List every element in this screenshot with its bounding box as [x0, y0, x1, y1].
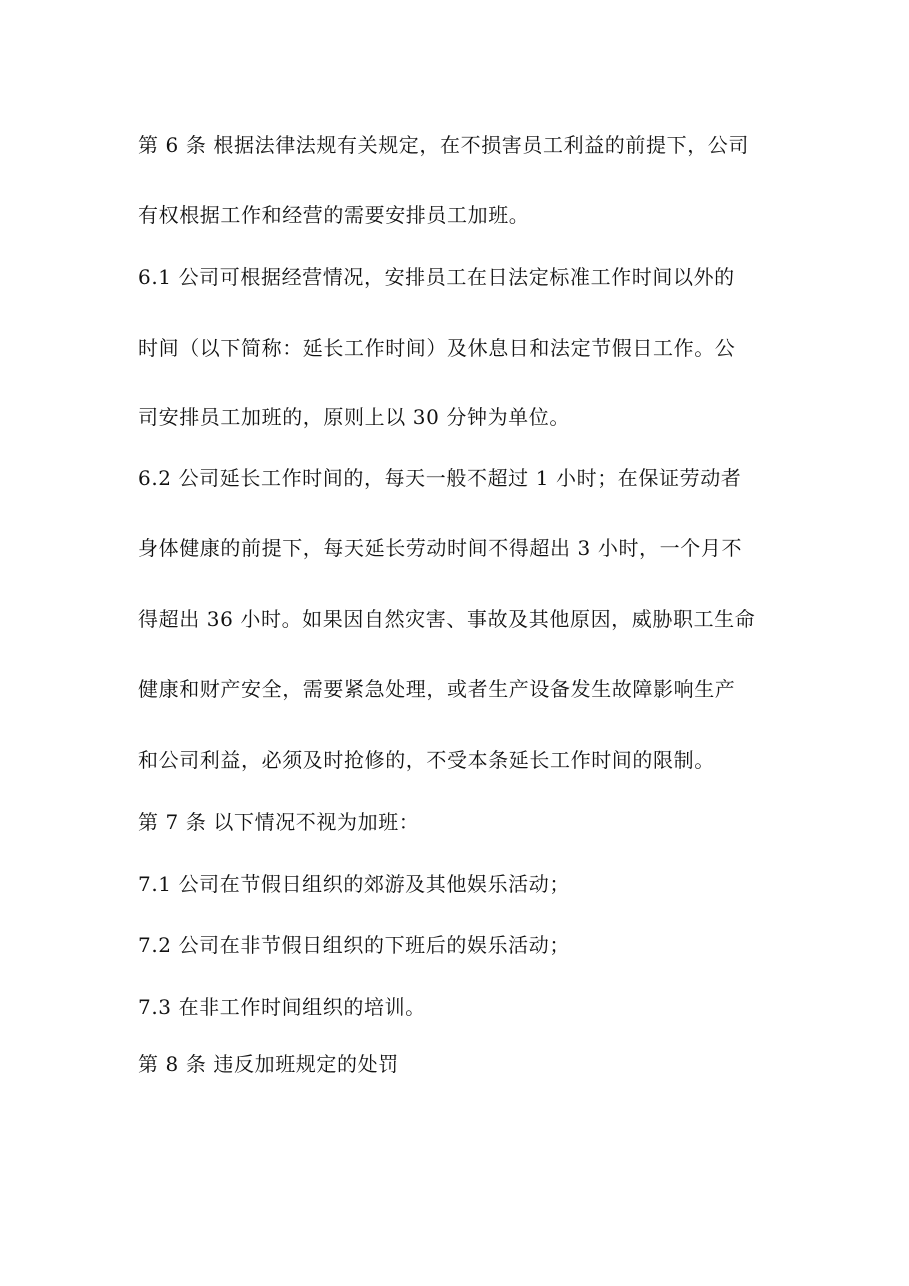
- clause-6-1-line-3: 司安排员工加班的，原则上以 30 分钟为单位。: [138, 405, 570, 429]
- clause-6-2-line-3: 得超出 36 小时。如果因自然灾害、事故及其他原因，威胁职工生命: [138, 607, 756, 631]
- clause-6-2-line-2: 身体健康的前提下，每天延长劳动时间不得超出 3 小时，一个月不: [138, 536, 743, 560]
- clause-7-2: 7.2 公司在非节假日组织的下班后的娱乐活动；: [138, 933, 570, 957]
- article-6-line-2: 有权根据工作和经营的需要安排员工加班。: [138, 203, 530, 227]
- article-6-line-1: 第 6 条 根据法律法规有关规定，在不损害员工利益的前提下，公司: [138, 133, 749, 157]
- clause-6-1-line-2: 时间（以下简称：延长工作时间）及休息日和法定节假日工作。公: [138, 336, 736, 360]
- article-7-heading: 第 7 条 以下情况不视为加班：: [138, 810, 420, 834]
- clause-7-3: 7.3 在非工作时间组织的培训。: [138, 995, 426, 1019]
- clause-6-2-line-1: 6.2 公司延长工作时间的，每天一般不超过 1 小时；在保证劳动者: [138, 466, 742, 490]
- clause-7-1: 7.1 公司在节假日组织的郊游及其他娱乐活动；: [138, 872, 570, 896]
- clause-6-2-line-5: 和公司利益，必须及时抢修的，不受本条延长工作时间的限制。: [138, 748, 715, 772]
- clause-6-1-line-1: 6.1 公司可根据经营情况，安排员工在日法定标准工作时间以外的: [138, 265, 735, 289]
- clause-6-2-line-4: 健康和财产安全，需要紧急处理，或者生产设备发生故障影响生产: [138, 677, 736, 701]
- article-8-heading: 第 8 条 违反加班规定的处罚: [138, 1052, 399, 1076]
